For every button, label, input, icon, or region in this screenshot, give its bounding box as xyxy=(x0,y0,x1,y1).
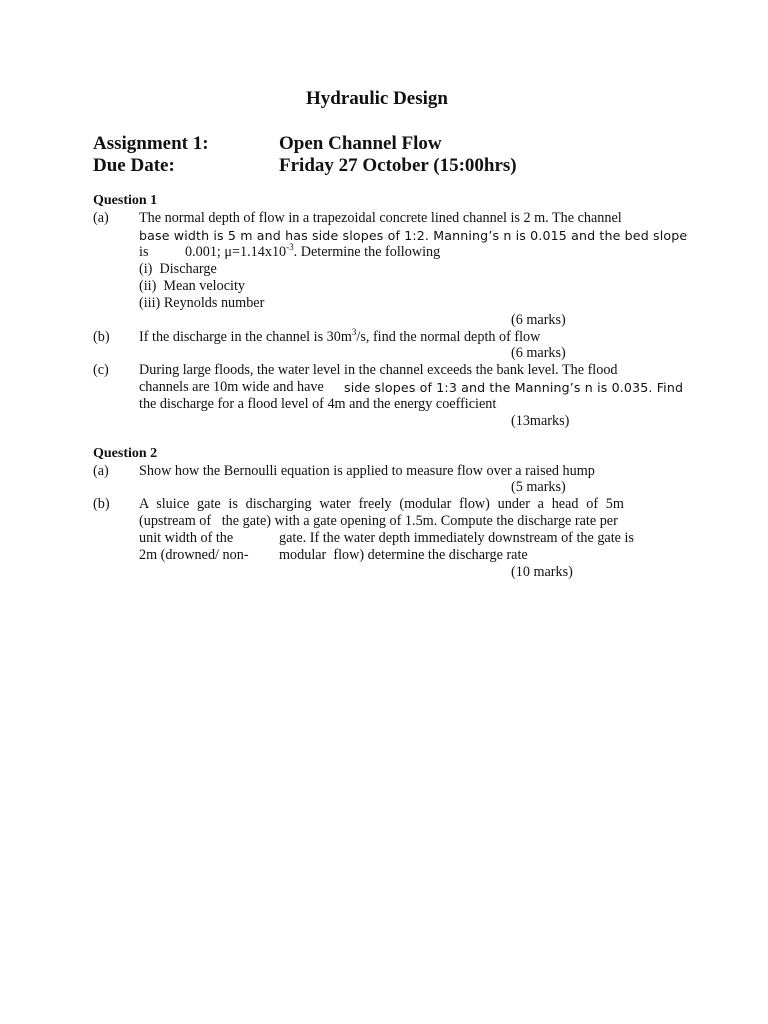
q1-b-text-b: /s, find the normal depth of flow xyxy=(356,329,541,345)
q1-c-line-2-b: side slopes of 1:3 and the Manning’s n is 0.035. Find xyxy=(344,380,684,395)
q1-a-line-3-text-a: 0.001; μ=1.14x10 xyxy=(185,244,287,260)
assignment-value: Open Channel Flow xyxy=(279,133,442,154)
q1-c-marks: (13marks) xyxy=(511,413,570,429)
due-date-value: Friday 27 October (15:00hrs) xyxy=(279,155,517,176)
q2-b-line-3-b: gate. If the water depth immediately downstream of the gate is xyxy=(279,530,634,546)
q1-a-line-3-is: is xyxy=(139,244,149,260)
q2-b-marks: (10 marks) xyxy=(511,564,573,580)
q2-a-label: (a) xyxy=(93,463,109,479)
q1-c-line-1: During large floods, the water level in the channel exceeds the bank level. The flood xyxy=(139,362,618,378)
question-2-heading: Question 2 xyxy=(93,446,158,461)
q1-b-marks: (6 marks) xyxy=(511,345,566,361)
q2-b-line-3-a: unit width of the xyxy=(139,530,234,546)
q2-b-line-4-a: 2m (drowned/ non- xyxy=(139,547,249,563)
document-title: Hydraulic Design xyxy=(306,88,448,109)
q1-a-marks: (6 marks) xyxy=(511,312,566,328)
q2-b-line-1: A sluice gate is discharging water freely (modular flow) under a head of 5m xyxy=(139,496,624,512)
q1-a-item-2: (ii) Mean velocity xyxy=(139,278,245,294)
q1-b-label: (b) xyxy=(93,329,110,345)
q1-c-line-3: the discharge for a flood level of 4m and the energy coefficient xyxy=(139,396,497,412)
q1-a-label: (a) xyxy=(93,210,109,226)
q1-b-text xyxy=(139,329,540,346)
q1-c-label: (c) xyxy=(93,362,109,378)
q1-a-line-1: The normal depth of flow in a trapezoidal concrete lined channel is 2 m. The channel xyxy=(139,210,622,226)
q2-a-line-1: Show how the Bernoulli equation is applied to measure flow over a raised hump xyxy=(139,463,595,479)
q1-a-line-3 xyxy=(185,244,440,261)
q1-a-line-2: base width is 5 m and has side slopes of 1:2. Manning’s n is 0.015 and the bed slope xyxy=(139,228,688,243)
q2-b-line-2: (upstream of the gate) with a gate opening of 1.5m. Compute the discharge rate per xyxy=(139,513,618,529)
q1-b-exponent: 3 xyxy=(351,327,357,337)
q1-a-item-3: (iii) Reynolds number xyxy=(139,295,265,311)
due-date-label: Due Date: xyxy=(93,155,175,176)
q1-c-line-2-a: channels are 10m wide and have xyxy=(139,379,324,395)
q2-b-line-4-b: modular flow) determine the discharge rate xyxy=(279,547,528,563)
q2-a-marks: (5 marks) xyxy=(511,479,566,495)
question-1-heading: Question 1 xyxy=(93,193,158,208)
q1-b-text-a: If the discharge in the channel is 30m xyxy=(139,329,352,345)
q1-a-line-3-text-b: . Determine the following xyxy=(293,244,441,260)
q1-a-item-1: (i) Discharge xyxy=(139,261,217,277)
q1-a-line-3-exponent: -3 xyxy=(286,242,294,252)
q2-b-label: (b) xyxy=(93,496,110,512)
assignment-label: Assignment 1: xyxy=(93,133,209,154)
